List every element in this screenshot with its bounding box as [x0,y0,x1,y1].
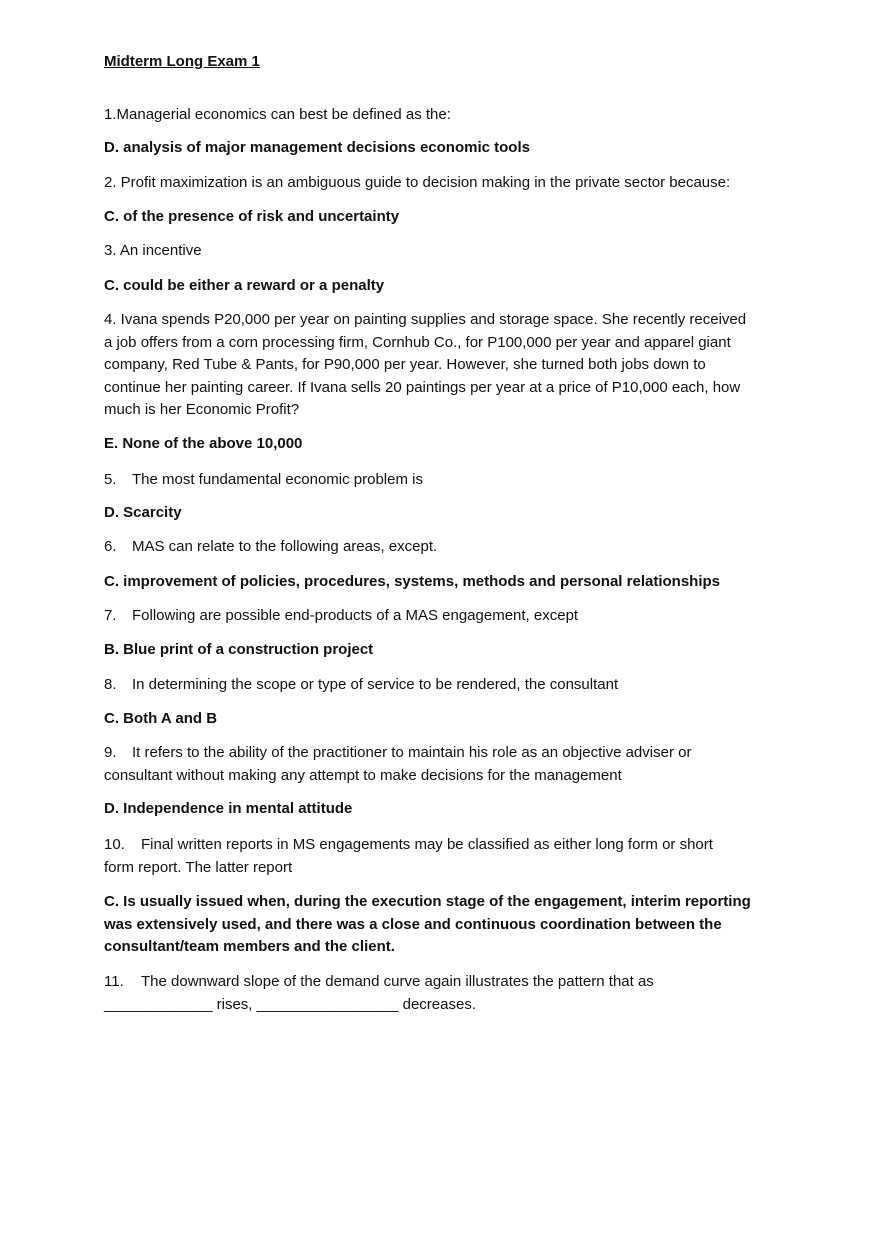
answer [104,798,804,821]
answer [104,433,804,456]
question-line [104,240,804,263]
question-number: 9. [104,744,117,761]
question-text: MAS can relate to the following areas, except. [132,538,438,555]
question-number: 7. [104,607,117,624]
answer-line [104,936,804,959]
question-line [104,399,804,422]
answer [104,137,804,160]
page-title: Midterm Long Exam 1 [104,53,260,70]
question-line [104,309,804,332]
question-line [104,994,804,1017]
answer-line [104,275,804,298]
answer-line [104,914,804,937]
answer [104,708,804,731]
question [104,605,804,628]
answer [104,891,804,959]
question [104,971,804,1016]
question-number: 6. [104,538,117,555]
question-line [104,857,804,880]
answer-line [104,798,804,821]
question-number: 5. [104,471,117,488]
answer-text: D. Independence in mental attitude [104,800,353,817]
question-text: much is her Economic Profit? [104,401,300,418]
question-text: continue her painting career. If Ivana sells 20 paintings per year at a price of P10,000 each, how [104,378,741,396]
question-line [104,834,804,857]
answer-line [104,206,804,229]
question-line [104,354,804,377]
answer-text: D. analysis of major management decisions economic tools [104,139,530,156]
answer-text: was extensively used, and there was a close and continuous coordination between the [104,915,722,933]
answer-line [104,571,804,594]
answer [104,502,804,525]
question-text: Final written reports in MS engagements may be classified as either long form or short [141,836,713,853]
question [104,674,804,697]
question-line [104,674,804,697]
answer-line [104,708,804,731]
question-line [104,765,804,788]
question [104,742,804,787]
answer [104,571,804,594]
question-text: Following are possible end-products of a MAS engagement, except [132,607,579,624]
question [104,104,804,127]
question-number: 10. [104,836,125,853]
question-text: 2. Profit maximization is an ambiguous guide to decision making in the private sector because: [104,174,731,191]
answer-text: C. improvement of policies, procedures, systems, methods and personal relationships [104,573,720,590]
answer-text: consultant/team members and the client. [104,938,395,955]
question [104,536,804,559]
question [104,469,804,492]
question-text: The most fundamental economic problem is [132,471,423,488]
question [104,834,804,879]
question-line [104,172,804,195]
question-line [104,104,804,127]
answer-line [104,891,804,914]
question-number: 11. [104,973,124,990]
answer-line [104,639,804,662]
question-text: form report. The latter report [104,858,293,876]
answer-line [104,137,804,160]
question-line [104,971,804,994]
question-text: In determining the scope or type of service to be rendered, the consultant [132,676,619,693]
question-text: 1.Managerial economics can best be defined as the: [104,106,451,123]
question-text: _____________ rises, _________________ decreases. [104,995,476,1013]
question-line [104,332,804,355]
answer-text: E. None of the above 10,000 [104,435,303,452]
question [104,172,804,195]
answer [104,206,804,229]
answer [104,639,804,662]
answer-text: D. Scarcity [104,504,182,521]
question-text: It refers to the ability of the practitioner to maintain his role as an objective adviser or [132,744,692,761]
question-text: consultant without making any attempt to make decisions for the management [104,766,622,784]
question [104,309,804,422]
question-text: company, Red Tube & Pants, for P90,000 per year. However, she turned both jobs down to [104,356,706,373]
answer-text: C. Is usually issued when, during the execution stage of the engagement, interim reporting [104,893,751,910]
answer-text: C. could be either a reward or a penalty [104,277,385,294]
question-text: 4. Ivana spends P20,000 per year on painting supplies and storage space. She recently received [104,311,747,328]
question-text: a job offers from a corn processing firm, Cornhub Co., for P100,000 per year and apparel giant [104,333,731,351]
answer-text: C. Both A and B [104,710,218,727]
answer-line [104,433,804,456]
question-text: 3. An incentive [104,242,202,259]
question-number: 8. [104,676,117,693]
answer [104,275,804,298]
answer-text: B. Blue print of a construction project [104,641,374,658]
question [104,240,804,263]
question-line [104,536,804,559]
question-text: The downward slope of the demand curve again illustrates the pattern that as [141,973,654,990]
question-line [104,742,804,765]
question-line [104,469,804,492]
answer-line [104,502,804,525]
question-line [104,605,804,628]
question-line [104,377,804,400]
answer-text: C. of the presence of risk and uncertainty [104,208,400,225]
